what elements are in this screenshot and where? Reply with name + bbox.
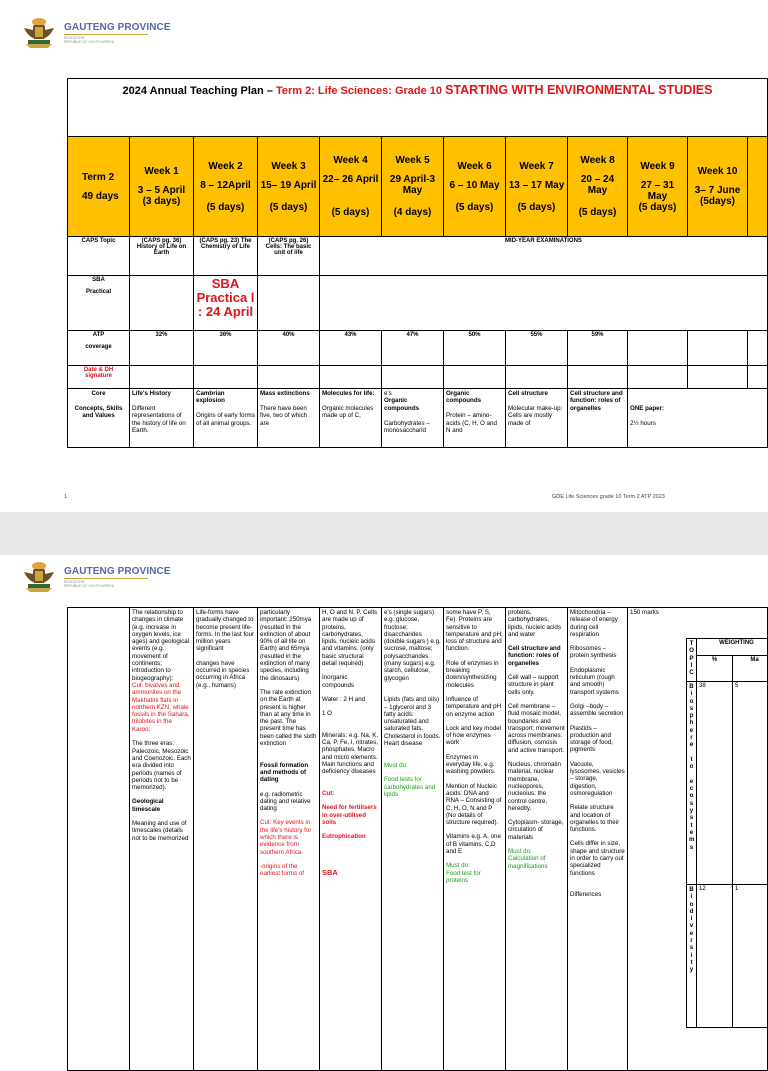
date-signature-label: Date & DH signature [68, 366, 130, 389]
weighting-title: WEIGHTING [697, 639, 768, 656]
plan-title: 2024 Annual Teaching Plan – Term 2: Life Sciences: Grade 10 STARTING WITH ENVIRONMENTAL STUDIES [68, 79, 768, 137]
gauteng-logo [18, 16, 171, 50]
sba-label: SBA Practical [68, 276, 130, 331]
atp-week-4: 43% [320, 331, 382, 366]
week-1-header: Week 1 3 – 5 April (3 days) [130, 137, 194, 237]
caps-topic-label: CAPS Topic [68, 237, 130, 276]
core-week-2: Cambrian explosion Origins of early forms of all animal groups. [194, 389, 258, 448]
core-week-8: Cell structure and function: roles of organelles [568, 389, 628, 448]
divider [64, 34, 148, 35]
page-1 [0, 0, 768, 512]
p2-week-3: particularly important: 250mya (resulted in the extinction of about 90% of all life on Earth) and 65mya (resulted in the extinction of many species, including the dinosaurs) The rate extinction on the Earth at present is higher than at any time in the past. The present time has been called the sixth extinction Fossil formation and methods of dating e.g. radiometric dating and relative dating Cut: Key events in the life's history for which there is evidence from southern Africa. -origins of the earliest forms of [258, 608, 320, 1071]
core-week-9: ONE paper: 2½ hours [628, 389, 768, 448]
caps-week-1: (CAPS pg. 36) History of Life on Earth [130, 237, 194, 276]
term-cell: Term 2 49 days [68, 137, 130, 237]
week-10-header: Week 10 3– 7 June (5days) [688, 137, 748, 237]
coat-of-arms-icon [18, 16, 60, 50]
core-week-1: Life's History Different representations of the history of life on Earth. [130, 389, 194, 448]
topic-header: T O P I C [687, 639, 697, 682]
topic-biodiversity: B i o d i v e r s i t y [687, 885, 697, 1028]
caps-week-3: (CAPS pg. 26) Cells: The basic unit of life [258, 237, 320, 276]
sba-row [68, 276, 768, 331]
footer-text: GDE Life Sciences grade 10 Term 2 ATP 2023 [552, 494, 665, 500]
p2-week-6: some have P, S, Fe). Proteins are sensitive to temperature and pH; loss of structure and function. Role of enzymes in breaking down/synthesizing molecules Influence of temperature and pH on enzyme action Lock and key model of how enzymes work Enzymes in everyday life, e.g. washing powders. Mention of Nucleic acids: DNA and RNA – Consisting of C, H, O, N and P (No details of structure required). Vitamins e.g. A, one of B vitamins, C,D and E Must do: Food test for proteins [444, 608, 506, 1071]
p2-week-7: proteins, carbohydrates, lipids, nucleic acids and water Cell structure and function: roles of organelles Cell wall – support structure in plant cells only. Cell membrane – fluid mosaic model, boundaries and transport; movement across membranes: diffusion, osmosis and active transport. Nucleus, chromatin material, nuclear membrane, nucleopores, nucleolus: the control centre, heredity. Cytoplasm- storage, circulation of materials Must do: Calculation of magnifications [506, 608, 568, 1071]
atp-week-5: 47% [382, 331, 444, 366]
page-gap [0, 512, 768, 555]
atp-week-1: 32% [130, 331, 194, 366]
week-8-header: Week 8 20 – 24 May (5 days) [568, 137, 628, 237]
p2-week-5: e's (single sugars) e.g. glucose, fructose; disaccharides (double sugars ) e.g. sucrose, maltose; polysaccharides (many sugars) e.g. starch, cellulose, glycogen Lipids (fats and oils) – 1glycerol and 3 fatty acids: unsaturated and saturated fats. Cholesterol in foods. Heart disease Must do: Food tests for carbohydrates and lipids [382, 608, 444, 1071]
sba-practical-date: SBA Practica l : 24 April [194, 276, 258, 331]
core-concepts-row [68, 389, 768, 448]
core-week-4: Molecules for life: Organic molecules made up of C, [320, 389, 382, 448]
province-name: GAUTENG PROVINCE [64, 22, 171, 33]
mid-year-exams: MID-YEAR EXAMINATIONS [320, 237, 768, 276]
coat-of-arms-icon [18, 560, 60, 594]
atp-label: ATP coverage [68, 331, 130, 366]
week-6-header: Week 6 6 – 10 May (5 days) [444, 137, 506, 237]
core-content-table [67, 607, 768, 1071]
p2-week-9: 150 marks T O P I C WEIGHTING % Ma B i o s p h e r e t o e c o s y s t e m s 38 5 B i o d i v e r s i t y 12 1 [628, 608, 768, 1071]
core-week-3: Mass extinctions There have been five, two of which are [258, 389, 320, 448]
week-5-header: Week 5 29 April-3 May (4 days) [382, 137, 444, 237]
atp-week-6: 50% [444, 331, 506, 366]
atp-week-7: 55% [506, 331, 568, 366]
atp-week-8: 59% [568, 331, 628, 366]
atp-coverage-row [68, 331, 768, 366]
gauteng-logo: GAUTENG PROVINCE EDUCATION REPUBLIC OF SOUTH AFRICA [18, 560, 171, 594]
p2-week-1: The relationship to changes in climate (e.g. increase in oxygen levels, ice ages) and geological events (e.g. movement of continents; introduction to biogeography); Cut: bivalves and ammonites on the Makhatini flats in northern KZN, whale fossils in the Sahara, trilobites in the Karoo; The three eras: Paleozoic, Mesozoic and Coenozoic. Each era divided into periods (names of periods not to be memorized). Geological timescale Meaning and use of timescales (details not to be memorized [130, 608, 194, 1071]
caps-topic-row [68, 237, 768, 276]
p2-week-2: Life-forms have gradually changed to become present life-forms. In the last four million years significant changes have occurred in species occurring in Africa (e.g., humans) [194, 608, 258, 1071]
core-week-6: Organic compounds Protein – amino-acids (C, H, O and N and [444, 389, 506, 448]
page-2 [0, 555, 768, 1024]
week-3-header: Week 3 15– 19 April (5 days) [258, 137, 320, 237]
week-7-header: Week 7 13 – 17 May (5 days) [506, 137, 568, 237]
teaching-plan-table [67, 78, 768, 448]
topic-biosphere: B i o s p h e r e t o e c o s y s t e m s [687, 682, 697, 885]
core-week-5: e's Organic compounds Carbohydrates – monosaccharid [382, 389, 444, 448]
core-label: Core Concepts, Skills and Values [68, 389, 130, 448]
week-9-header: Week 9 27 – 31 May (5 days) [628, 137, 688, 237]
atp-week-2: 36% [194, 331, 258, 366]
country-name: REPUBLIC OF SOUTH AFRICA [64, 40, 115, 44]
date-signature-row [68, 366, 768, 389]
department-name: EDUCATION [64, 36, 85, 40]
core-week-7: Cell structure Molecular make-up: Cells are mostly made of [506, 389, 568, 448]
week-header-row [68, 137, 768, 237]
p2-week-8: Mitochondria – release of energy during cell respiration Ribosomes – protein synthesis Endoplasmic reticulum (rough and smooth) transport systems Golgi –body – assemble secretion Plastids – production and storage of food, pigments Vacuole, lysosomes, vesicles – storage, digestion, osmoregulation Relate structure and location of organelles to their functions. Cells differ in size, shape and structure in order to carry out specialized functions Differences [568, 608, 628, 1071]
week-2-header: Week 2 8 – 12April (5 days) [194, 137, 258, 237]
p2-week-4: H, O and N, P. Cells are made up of proteins, carbohydrates, lipids, nucleic acids and vitamins. (only basic structural detail required) Inorganic compounds Water : 2 H and 1 O Minerals: e.g. Na, K, Ca, P, Fe, I, nitrates, phosphates. Macro and micro elements. Main functions and deficiency diseases Cut: Need for fertilisers in over-utilised soils Eutrophication SBA [320, 608, 382, 1071]
page-number: 1 [64, 494, 68, 500]
weighting-table: T O P I C WEIGHTING % Ma B i o s p h e r e t o e c o s y s t e m s 38 5 B i o d i v e r s i t y 12 1 [686, 638, 768, 1028]
caps-week-2: (CAPS pg. 23) The Chemistry of Life [194, 237, 258, 276]
week-4-header: Week 4 22– 26 April (5 days) [320, 137, 382, 237]
atp-week-3: 40% [258, 331, 320, 366]
